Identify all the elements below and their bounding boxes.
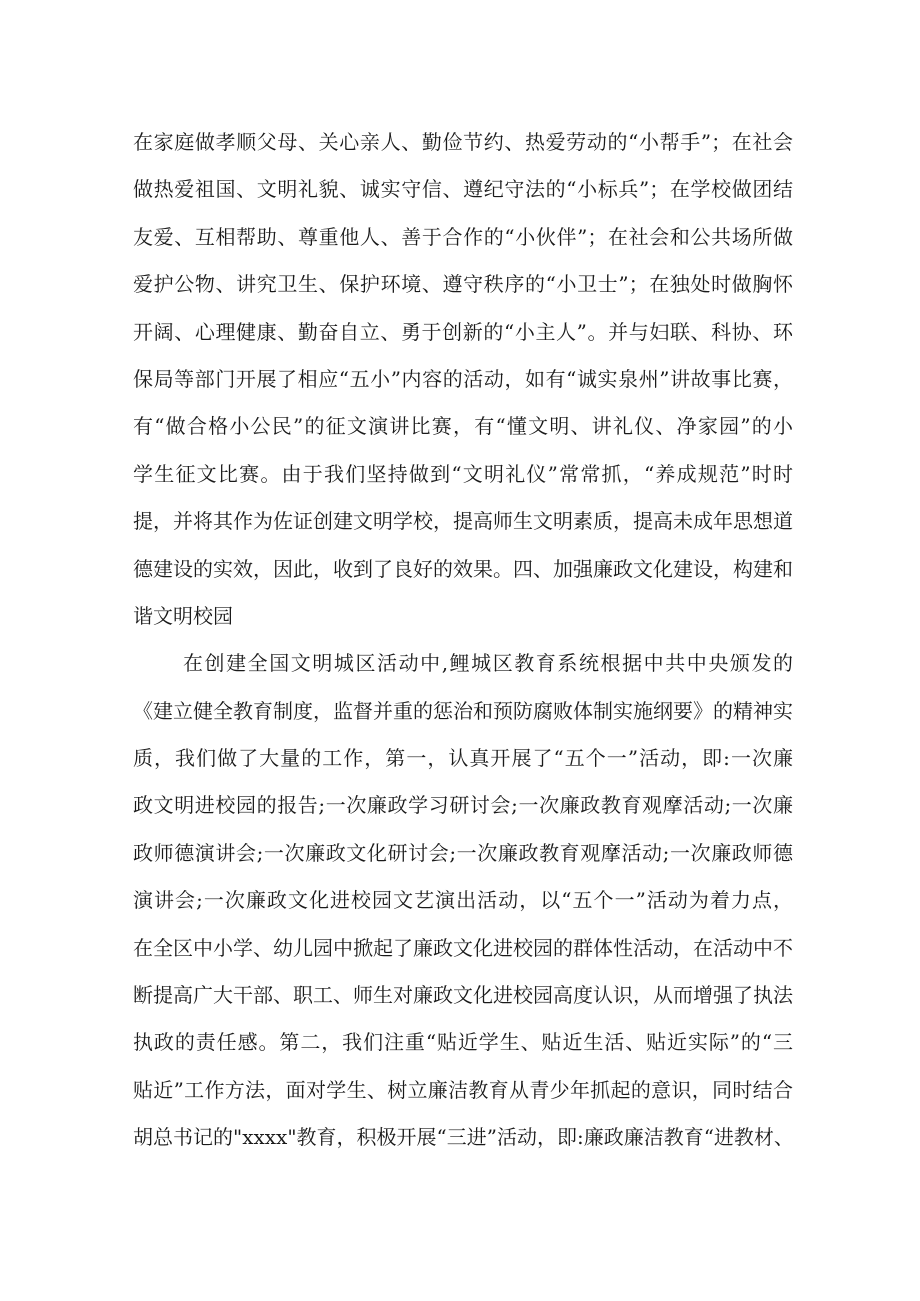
text-line: 做热爱祖国、文明礼貌、诚实守信、遵纪守法的“小标兵”；在学校做团结 xyxy=(133,177,793,202)
text-line: 保局等部门开展了相应“五小”内容的活动，如有“诚实泉州”讲故事比赛， xyxy=(133,366,793,391)
text-line: 爱护公物、讲究卫生、保护环境、遵守秩序的“小卫士”；在独处时做胸怀 xyxy=(133,272,793,297)
text-line: 友爱、互相帮助、尊重他人、善于合作的“小伙伴”；在社会和公共场所做 xyxy=(133,224,793,249)
text-line: 断提高广大干部、职工、师生对廉政文化进校园高度认识，从而增强了执法 xyxy=(133,983,793,1008)
text-line: 在创建全国文明城区活动中,鲤城区教育系统根据中共中央颁发的 xyxy=(183,651,793,676)
document-body xyxy=(133,119,793,1162)
text-line: 执政的责任感。第二，我们注重“贴近学生、贴近生活、贴近实际”的“三 xyxy=(133,1030,793,1055)
text-line: 德建设的实效，因此，收到了良好的效果。四、加强廉政文化建设，构建和 xyxy=(133,556,793,581)
text-line: 在全区中小学、幼儿园中掀起了廉政文化进校园的群体性活动，在活动中不 xyxy=(133,935,793,960)
text-line: 谐文明校园 xyxy=(133,603,233,628)
text-line: 提，并将其作为佐证创建文明学校，提高师生文明素质，提高未成年思想道 xyxy=(133,509,793,534)
text-line: 政文明进校园的报告;一次廉政学习研讨会;一次廉政教育观摩活动;一次廉 xyxy=(133,793,793,818)
text-line: 有“做合格小公民”的征文演讲比赛，有“懂文明、讲礼仪、净家园”的小 xyxy=(133,414,793,439)
text-line: 质，我们做了大量的工作，第一，认真开展了“五个一”活动，即:一次廉 xyxy=(133,746,793,771)
paragraph xyxy=(133,119,793,640)
text-line: 在家庭做孝顺父母、关心亲人、勤俭节约、热爱劳动的“小帮手”；在社会 xyxy=(133,130,793,154)
text-line: 胡总书记的"xxxx"教育，积极开展“三进”活动，即:廉政廉洁教育“进教材、 xyxy=(133,1125,794,1150)
paragraph xyxy=(133,640,793,1161)
text-line: 《建立健全教育制度，监督并重的惩治和预防腐败体制实施纲要》的精神实 xyxy=(133,698,793,723)
text-line: 学生征文比赛。由于我们坚持做到“文明礼仪”常常抓，“养成规范”时时 xyxy=(133,461,793,486)
text-line: 贴近”工作方法，面对学生、树立廉洁教育从青少年抓起的意识，同时结合 xyxy=(133,1077,793,1102)
text-line: 开阔、心理健康、勤奋自立、勇于创新的“小主人”。并与妇联、科协、环 xyxy=(133,319,793,344)
text-line: 政师德演讲会;一次廉政文化研讨会;一次廉政教育观摩活动;一次廉政师德 xyxy=(133,840,793,865)
text-line: 演讲会;一次廉政文化进校园文艺演出活动，以“五个一”活动为着力点， xyxy=(133,888,793,913)
